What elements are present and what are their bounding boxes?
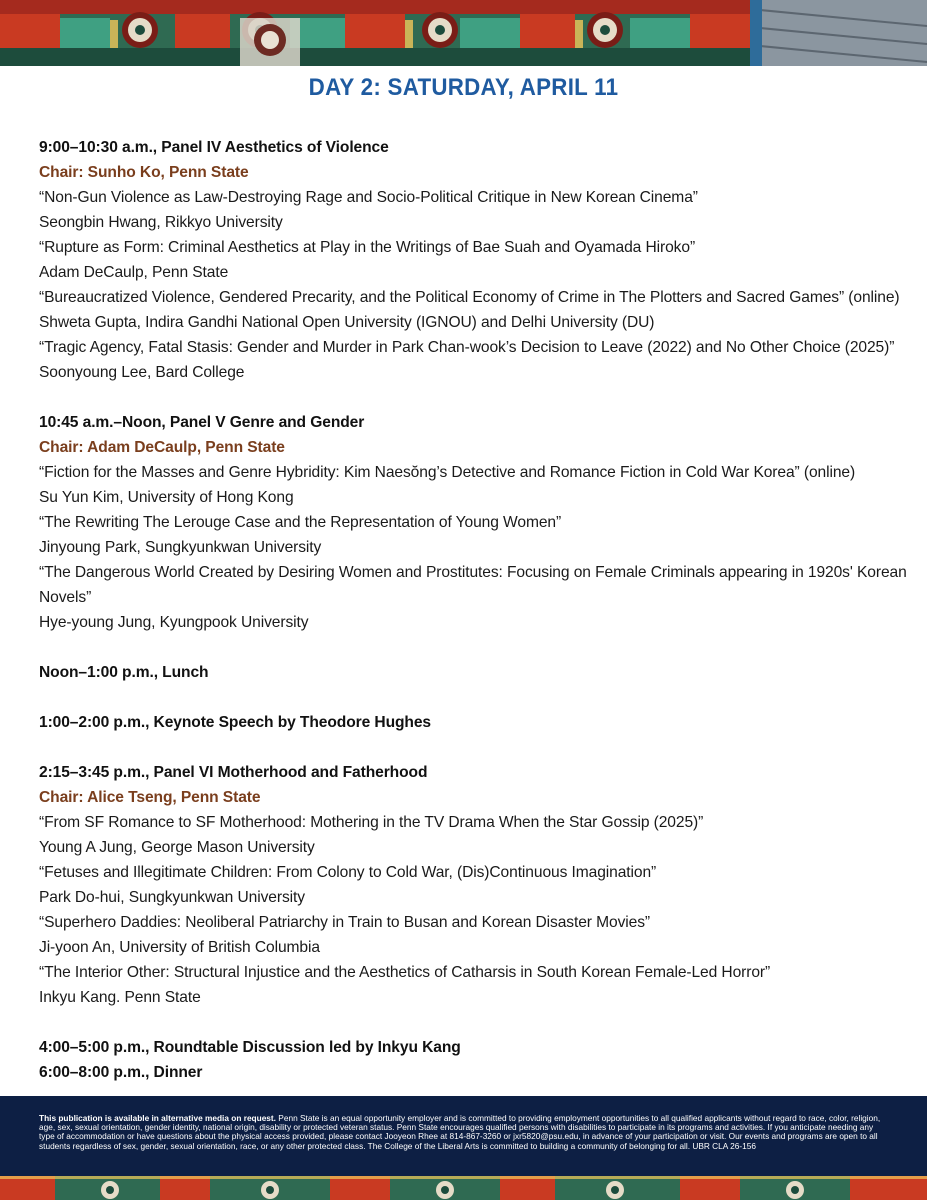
dancheong-pattern-image — [0, 1176, 927, 1200]
presenter: Su Yun Kim, University of Hong Kong — [39, 489, 294, 506]
closing-section — [39, 1035, 909, 1085]
keynote-section — [39, 710, 909, 735]
paper-title: “Fiction for the Masses and Genre Hybridity: Kim Naesŏng’s Detective and Romance Fiction in Cold War Korea” (online) — [39, 464, 856, 481]
presenter: Ji-yoon An, University of British Columbia — [39, 939, 320, 956]
paper-title: “The Dangerous World Created by Desiring Women and Prostitutes: Focusing on Female Criminals appearing in 1920s' Korean Novels” — [39, 564, 907, 606]
session-heading: Noon–1:00 p.m., Lunch — [39, 664, 209, 681]
schedule-content — [39, 135, 909, 1110]
presenter: Inkyu Kang. Penn State — [39, 989, 201, 1006]
session-chair: Chair: Alice Tseng, Penn State — [39, 789, 261, 806]
paper-title: “Bureaucratized Violence, Gendered Precarity, and the Political Economy of Crime in The Plotters and Sacred Games” (online) — [39, 289, 900, 306]
paper-title: “Tragic Agency, Fatal Stasis: Gender and Murder in Park Chan-wook’s Decision to Leave (2022) and No Other Choice (2025)” — [39, 339, 895, 356]
session-chair: Chair: Adam DeCaulp, Penn State — [39, 439, 285, 456]
presenter: Adam DeCaulp, Penn State — [39, 264, 229, 281]
dinner-heading: 6:00–8:00 p.m., Dinner — [39, 1064, 203, 1081]
roundtable-heading: 4:00–5:00 p.m., Roundtable Discussion led by Inkyu Kang — [39, 1039, 461, 1056]
paper-title: “The Interior Other: Structural Injustice and the Aesthetics of Catharsis in South Korean Female-Led Horror” — [39, 964, 771, 981]
equal-opportunity-statement: Penn State is an equal opportunity employer and is committed to providing employment opportunities to all qualified applicants without regard to race, color, religion, age, sex, sexual orientation, gender identity, national origin, disability or protected veteran status. Penn State encourages qualified persons with disabilities to participate in its programs and activities. If you anticipate needing any type of accommodation or have questions about the physical access provided, please contact Jooyeon Rhee at 814-867-3260 or jxr5820@psu.edu, in advance of your participation or visit. Our events and programs are open to all students regardless of sex, gender, sexual orientation, race, or any other protected class. The College of the Liberal Arts is committed to building a community of belonging for all. UBR CLA 26-156 — [39, 1113, 881, 1151]
session-heading: 2:15–3:45 p.m., Panel VI Motherhood and Fatherhood — [39, 764, 428, 781]
session-heading: 1:00–2:00 p.m., Keynote Speech by Theodore Hughes — [39, 714, 431, 731]
alternative-media-note: This publication is available in alternative media on request. — [39, 1113, 276, 1123]
lunch-section — [39, 660, 909, 685]
panel-vi-section — [39, 760, 909, 1010]
dancheong-pattern-image — [0, 0, 927, 66]
session-heading: 10:45 a.m.–Noon, Panel V Genre and Gender — [39, 414, 365, 431]
paper-title: “From SF Romance to SF Motherhood: Mothering in the TV Drama When the Star Gossip (2025)” — [39, 814, 704, 831]
presenter: Hye-young Jung, Kyungpook University — [39, 614, 309, 631]
panel-iv-section — [39, 135, 909, 385]
paper-title: “Fetuses and Illegitimate Children: From Colony to Cold War, (Dis)Continuous Imagination” — [39, 864, 657, 881]
paper-title: “Non-Gun Violence as Law-Destroying Rage and Socio-Political Critique in New Korean Cinema” — [39, 189, 698, 206]
page-title: DAY 2: SATURDAY, APRIL 11 — [308, 74, 619, 101]
paper-title: “The Rewriting The Lerouge Case and the Representation of Young Women” — [39, 514, 562, 531]
bottom-decorative-banner — [0, 1176, 927, 1200]
session-heading: 9:00–10:30 a.m., Panel IV Aesthetics of Violence — [39, 139, 389, 156]
presenter: Jinyoung Park, Sungkyunkwan University — [39, 539, 322, 556]
paper-title: “Rupture as Form: Criminal Aesthetics at Play in the Writings of Bae Suah and Oyamada Hiroko” — [39, 239, 696, 256]
presenter: Young A Jung, George Mason University — [39, 839, 315, 856]
footer-notice — [0, 1096, 927, 1176]
presenter: Park Do-hui, Sungkyunkwan University — [39, 889, 305, 906]
session-chair: Chair: Sunho Ko, Penn State — [39, 164, 249, 181]
presenter: Soonyoung Lee, Bard College — [39, 364, 245, 381]
presenter: Seongbin Hwang, Rikkyo University — [39, 214, 283, 231]
presenter: Shweta Gupta, Indira Gandhi National Open University (IGNOU) and Delhi University (DU) — [39, 314, 655, 331]
panel-v-section — [39, 410, 909, 635]
top-decorative-banner — [0, 0, 927, 66]
accessibility-statement — [39, 1114, 888, 1151]
paper-title: “Superhero Daddies: Neoliberal Patriarchy in Train to Busan and Korean Disaster Movies” — [39, 914, 651, 931]
